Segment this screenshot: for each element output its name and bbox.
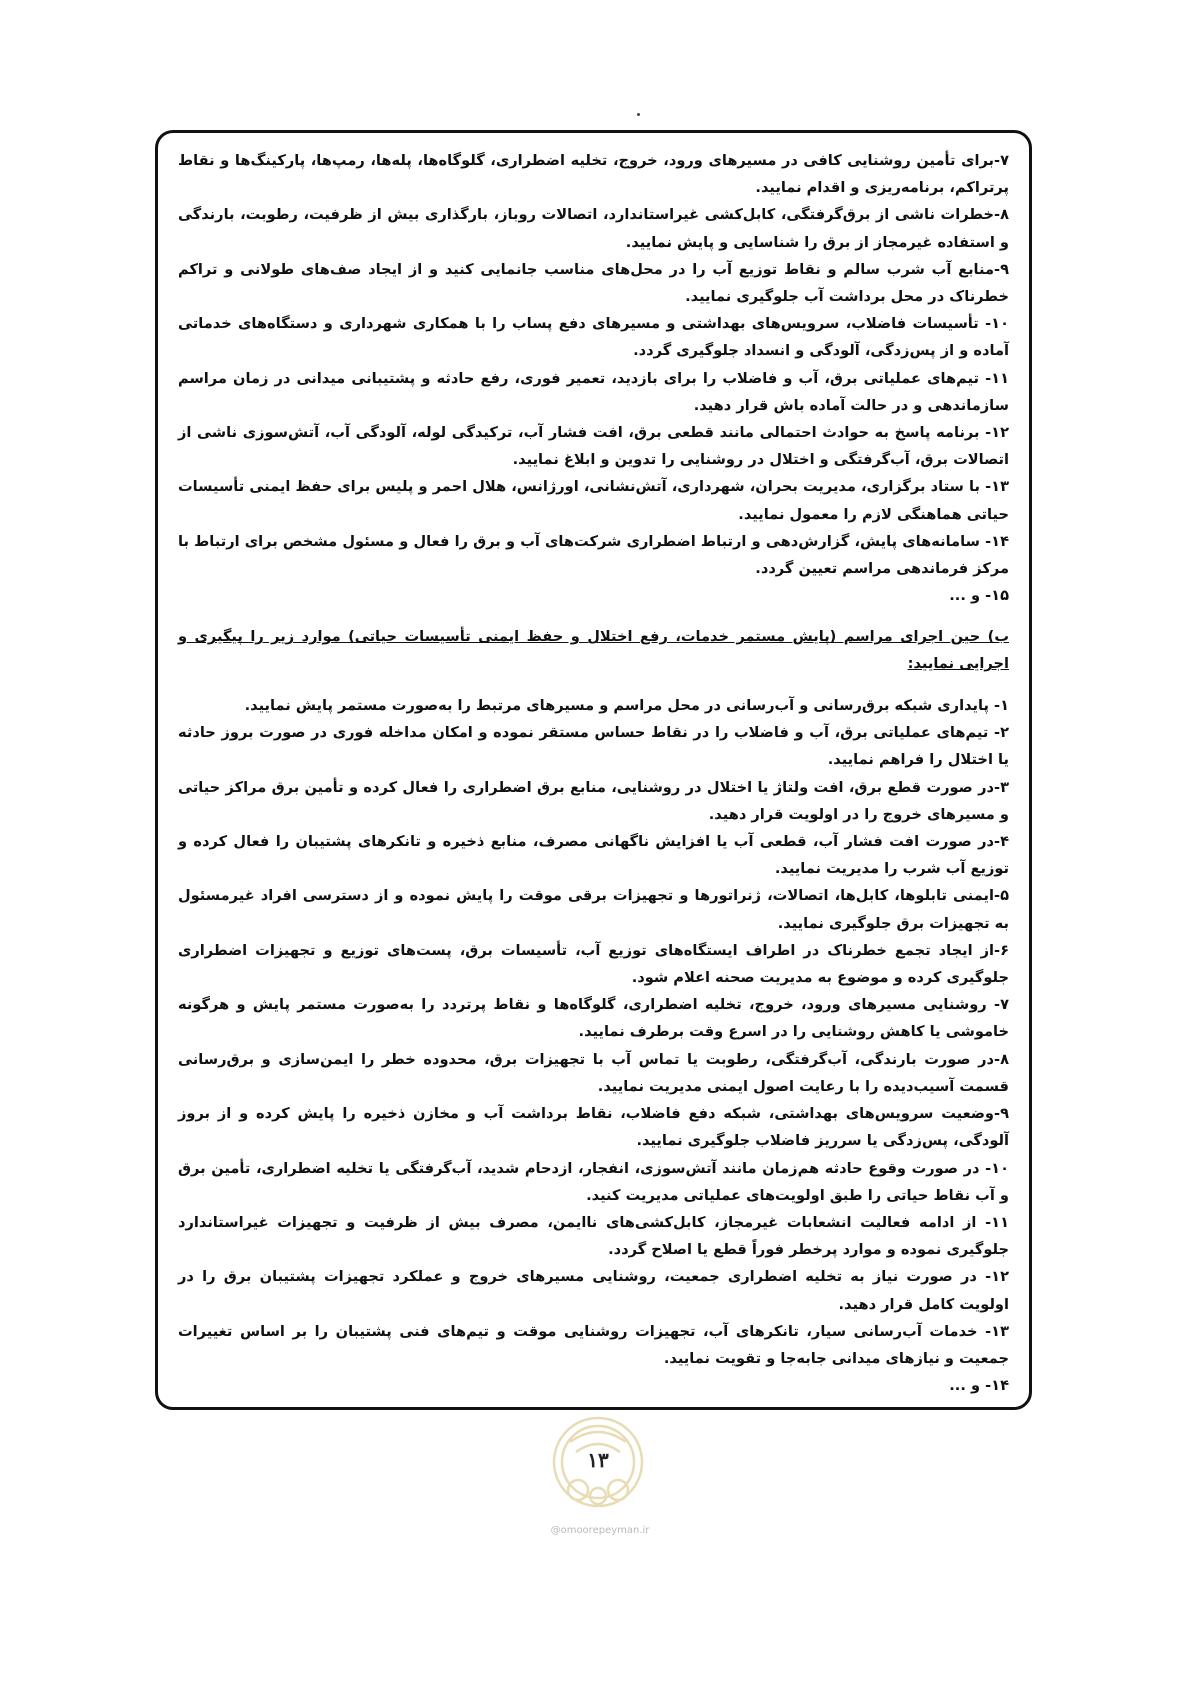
list-item: ۶-از ایجاد تجمع خطرناک در اطراف ایستگاه‌های توزیع آب، تأسیسات برق، پست‌های توزیع و تجهیزات اضطراری جلوگیری کرده و موضوع به مدیریت صحنه اعلام شود. [178,941,1009,987]
section-b-heading: ب) حین اجرای مراسم (پایش مستمر خدمات، رفع اختلال و حفظ ایمنی تأسیسات حیاتی) موارد زیر را پیگیری و اجرایی نمایید: [178,628,1009,673]
list-item: ۹-منابع آب شرب سالم و نقاط توزیع آب را در محل‌های مناسب جانمایی کنید و از ایجاد صف‌های طولانی و تراکم خطرناک در محل برداشت آب جلوگیری نمایید. [178,260,1009,306]
list-item: ۸-در صورت بارندگی، آب‌گرفتگی، رطوبت یا تماس آب با تجهیزات برق، محدوده خطر را ایمن‌سازی و برق‌رسانی قسمت آسیب‌دیده را با رعایت اصول ایمنی مدیریت نمایید. [178,1050,1009,1095]
list-item: ۱- پایداری شبکه برق‌رسانی و آب‌رسانی در محل مراسم و مسیرهای مرتبط را به‌صورت مستمر پایش نمایید. [244,697,1009,715]
list-item: ۱۵- و ... [949,587,1009,605]
section-a-list [178,147,1009,609]
list-item: ۹-وضعیت سرویس‌های بهداشتی، شبکه دفع فاضلاب، نقاط برداشت آب و مخازن ذخیره را پایش کرده و از بروز آلودگی، پس‌زدگی یا سرریز فاضلاب جلوگیری نمایید. [178,1105,1009,1150]
content-frame [155,130,1032,1410]
watermark-text: @omoorepeyman.ir [550,1525,650,1536]
list-item: ۴-در صورت افت فشار آب، قطعی آب یا افزایش ناگهانی مصرف، منابع ذخیره و تانکرهای پشتیبان را فعال کرده و توزیع آب شرب را مدیریت نمایید. [178,833,1009,878]
list-item: ۳-در صورت قطع برق، افت ولتاژ یا اختلال در روشنایی، منابع برق اضطراری را فعال کرده و تأمین برق مراکز حیاتی و مسیرهای خروج را در اولویت قرار دهید. [178,778,1009,823]
list-item: ۲- تیم‌های عملیاتی برق، آب و فاضلاب را در نقاط حساس مستقر نموده و امکان مداخله فوری در صورت بروز حادثه یا اختلال را فراهم نمایید. [178,724,1009,769]
list-item: ۱۰- در صورت وقوع حادثه هم‌زمان مانند آتش‌سوزی، انفجار، ازدحام شدید، آب‌گرفتگی یا تخلیه اضطراری، تأمین برق و آب نقاط حیاتی را طبق اولویت‌های عملیاتی مدیریت کنید. [178,1159,1009,1204]
list-item: ۱۱- تیم‌های عملیاتی برق، آب و فاضلاب را برای بازدید، تعمیر فوری، رفع حادثه و پشتیبانی میدانی در زمان مراسم سازماندهی و در حالت آماده باش قرار دهید. [178,369,1009,414]
list-item: ۱۰- تأسیسات فاضلاب، سرویس‌های بهداشتی و مسیرهای دفع پساب را با همکاری شهرداری و دستگاه‌های خدماتی آماده و از پس‌زدگی، آلودگی و انسداد جلوگیری گردد. [178,315,1009,360]
page-number: ۱۳ [587,1448,609,1472]
document-body [178,147,1009,1399]
list-item: ۱۳- با ستاد برگزاری، مدیریت بحران، شهرداری، آتش‌نشانی، اورژانس، هلال احمر و پلیس برای حفظ ایمنی تأسیسات حیاتی هماهنگی لازم را معمول نمایید. [178,478,1009,523]
stray-dot [637,113,640,116]
section-b-list [178,692,1009,1399]
list-item: ۱۲- در صورت نیاز به تخلیه اضطراری جمعیت، روشنایی مسیرهای خروج و عملکرد تجهیزات پشتیبان برق را در اولویت کامل قرار دهید. [178,1268,1009,1313]
list-item: ۱۴- سامانه‌های پایش، گزارش‌دهی و ارتباط اضطراری شرکت‌های آب و برق را فعال و مسئول مشخص برای ارتباط با مرکز فرماندهی مراسم تعیین گردد. [178,532,1009,578]
list-item: ۱۱- از ادامه فعالیت انشعابات غیرمجاز، کابل‌کشی‌های ناایمن، مصرف بیش از ظرفیت و تجهیزات غیراستاندارد جلوگیری نموده و موارد پرخطر فوراً قطع یا اصلاح گردد. [178,1213,1009,1259]
list-item: ۷- روشنایی مسیرهای ورود، خروج، تخلیه اضطراری، گلوگاه‌ها و نقاط پرتردد را به‌صورت مستمر پایش و هرگونه خاموشی یا کاهش روشنایی را در اسرع وقت برطرف نمایید. [178,996,1009,1041]
list-item: ۱۳- خدمات آب‌رسانی سیار، تانکرهای آب، تجهیزات روشنایی موقت و تیم‌های فنی پشتیبان را بر اساس تغییرات جمعیت و نیازهای میدانی جابه‌جا و تقویت نمایید. [178,1322,1009,1367]
list-item: ۵-ایمنی تابلوها، کابل‌ها، اتصالات، ژنراتورها و تجهیزات برقی موقت را پایش نموده و از دسترسی افراد غیرمسئول به تجهیزات برق جلوگیری نمایید. [178,887,1009,932]
list-item: ۱۲- برنامه پاسخ به حوادث احتمالی مانند قطعی برق، افت فشار آب، ترکیدگی لوله، آلودگی آب، آتش‌سوزی ناشی از اتصالات برق، آب‌گرفتگی و اختلال در روشنایی را تدوین و ابلاغ نمایید. [178,424,1009,469]
list-item: ۱۴- و ... [949,1377,1009,1395]
list-item: ۸-خطرات ناشی از برق‌گرفتگی، کابل‌کشی غیراستاندارد، اتصالات روباز، بارگذاری بیش از ظرفیت، رطوبت، بارندگی و استفاده غیرمجاز از برق را شناسایی و پایش نمایید. [178,206,1009,251]
list-item: ۷-برای تأمین روشنایی کافی در مسیرهای ورود، خروج، تخلیه اضطراری، گلوگاه‌ها، پله‌ها، رمپ‌ها، پارکینگ‌ها و نقاط پرتراکم، برنامه‌ریزی و اقدام نمایید. [178,152,1009,197]
